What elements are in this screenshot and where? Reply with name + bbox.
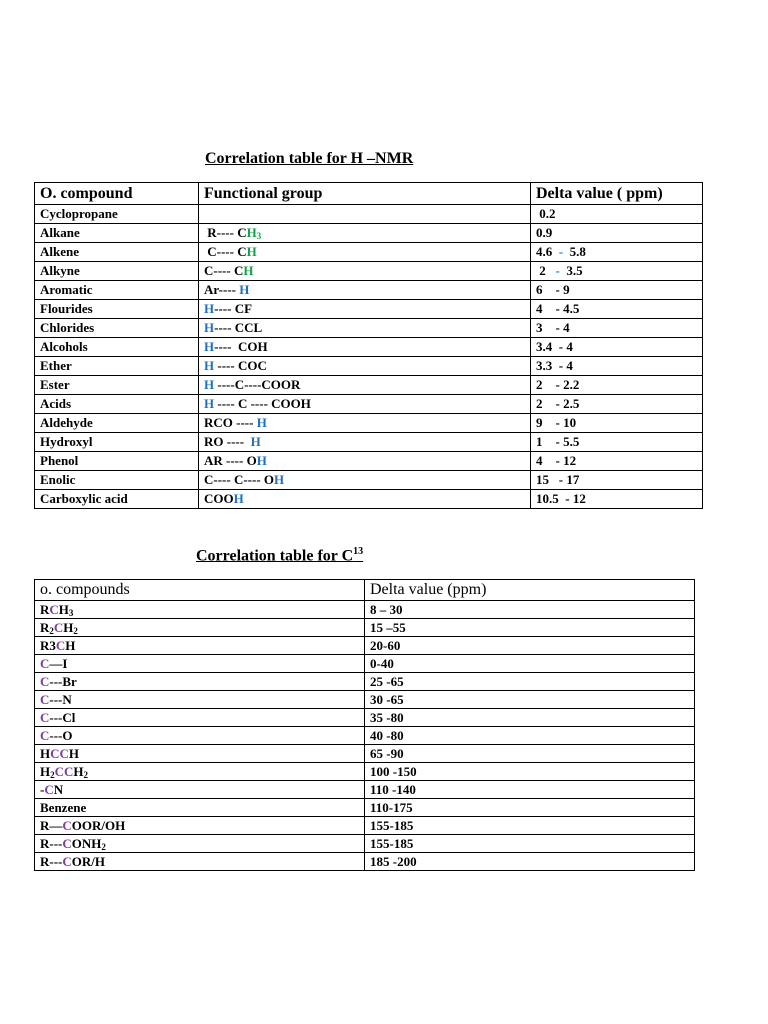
c13-compound-segment: C xyxy=(49,601,59,617)
c13-compound-segment: C xyxy=(62,817,72,833)
table-row xyxy=(35,452,703,471)
c13-compound-segment: C xyxy=(40,709,50,725)
c13-compound-segment: H xyxy=(63,619,74,635)
hnmr-compound-cell: Flourides xyxy=(35,300,199,319)
table-row xyxy=(35,243,703,262)
hnmr-compound-cell: Enolic xyxy=(35,471,199,490)
c13-compound-segment: N xyxy=(53,781,64,797)
c13-compound-segment: 3 xyxy=(68,607,74,618)
c13-compound-segment: 2 xyxy=(73,625,78,636)
table-row xyxy=(35,637,695,655)
c13-compound-cell xyxy=(35,637,365,655)
hnmr-group-cell xyxy=(199,414,531,433)
c13-delta-cell: 110-175 xyxy=(365,799,695,817)
c13-compound-cell xyxy=(35,763,365,781)
hnmr-group-cell xyxy=(199,376,531,395)
c13-delta-cell: 100 -150 xyxy=(365,763,695,781)
c13-compound-segment: H xyxy=(73,763,84,779)
hnmr-group-segment: H xyxy=(243,263,254,278)
table-row xyxy=(35,781,695,799)
hnmr-group-cell xyxy=(199,224,531,243)
hnmr-group-segment: H xyxy=(246,225,257,240)
c13-compound-segment: H xyxy=(58,601,69,617)
c13-delta-cell: 155-185 xyxy=(365,835,695,853)
table-row xyxy=(35,799,695,817)
c13-title-text: Correlation table for C xyxy=(196,547,354,565)
c13-compound-segment: ---Br xyxy=(49,673,77,689)
table-row xyxy=(35,763,695,781)
c13-compound-segment: C xyxy=(53,619,64,635)
c13-delta-cell: 0-40 xyxy=(365,655,695,673)
hnmr-delta-cell: 1 - 5.5 xyxy=(531,433,703,452)
hnmr-delta-cell: 0.9 xyxy=(531,224,703,243)
table-row xyxy=(35,471,703,490)
hnmr-group-cell xyxy=(199,395,531,414)
table-header-row xyxy=(35,183,703,205)
c13-compound-segment: H xyxy=(40,763,51,779)
table-row xyxy=(35,673,695,691)
c13-compound-segment: C xyxy=(62,835,72,851)
table-row xyxy=(35,619,695,637)
c13-delta-cell: 110 -140 xyxy=(365,781,695,799)
hnmr-delta-cell: 9 - 10 xyxy=(531,414,703,433)
hnmr-group-segment: COO xyxy=(204,491,234,506)
hnmr-group-segment: H xyxy=(233,491,244,506)
hnmr-compound-cell: Hydroxyl xyxy=(35,433,199,452)
hnmr-group-segment: Ar---- xyxy=(204,282,240,297)
c13-compound-segment: CC xyxy=(54,763,74,779)
hnmr-compound-cell: Alkane xyxy=(35,224,199,243)
table-row xyxy=(35,281,703,300)
table-row xyxy=(35,433,703,452)
c13-compound-segment: R--- xyxy=(40,853,63,869)
hnmr-compound-cell: Phenol xyxy=(35,452,199,471)
table-row xyxy=(35,224,703,243)
header-compounds: o. compounds xyxy=(35,580,365,601)
c13-compound-cell xyxy=(35,727,365,745)
hnmr-compound-cell: Carboxylic acid xyxy=(35,490,199,509)
hnmr-group-segment: RCO ---- xyxy=(204,415,257,430)
hnmr-group-segment: AR ---- O xyxy=(204,453,257,468)
c13-compound-segment: R xyxy=(40,601,50,617)
hnmr-compound-cell: Chlorides xyxy=(35,319,199,338)
hnmr-group-segment: C---- C xyxy=(204,263,244,278)
c13-compound-segment: H xyxy=(40,745,51,761)
hnmr-group-cell xyxy=(199,433,531,452)
table-row xyxy=(35,601,695,619)
table-row xyxy=(35,691,695,709)
c13-compound-cell xyxy=(35,817,365,835)
table-row xyxy=(35,395,703,414)
hnmr-delta-cell: 2 - 2.5 xyxy=(531,395,703,414)
hnmr-table-title: Correlation table for H –NMR xyxy=(205,150,414,167)
c13-compound-segment: H xyxy=(65,637,76,653)
hnmr-group-cell xyxy=(199,452,531,471)
hnmr-group-cell xyxy=(199,319,531,338)
hnmr-delta-segment: 4.6 xyxy=(536,244,559,259)
c13-compound-cell xyxy=(35,673,365,691)
hnmr-group-cell xyxy=(199,338,531,357)
hnmr-group-segment: H xyxy=(239,282,250,297)
hnmr-group-cell xyxy=(199,300,531,319)
hnmr-compound-cell: Alkyne xyxy=(35,262,199,281)
hnmr-group-cell xyxy=(199,490,531,509)
header-delta-value: Delta value (ppm) xyxy=(365,580,695,601)
hnmr-group-segment: 3 xyxy=(256,231,262,241)
table-row xyxy=(35,300,703,319)
hnmr-delta-cell xyxy=(531,243,703,262)
hnmr-compound-cell: Ether xyxy=(35,357,199,376)
table-row xyxy=(35,835,695,853)
table-row xyxy=(35,262,703,281)
c13-title-superscript: 13 xyxy=(353,546,364,557)
c13-compound-segment: C xyxy=(40,727,50,743)
c13-delta-cell: 40 -80 xyxy=(365,727,695,745)
hnmr-compound-cell: Alkene xyxy=(35,243,199,262)
c13-compound-segment: ---O xyxy=(49,727,73,743)
hnmr-delta-cell: 3.3 - 4 xyxy=(531,357,703,376)
c13-compound-cell xyxy=(35,835,365,853)
c13-compound-segment: 2 xyxy=(101,841,106,852)
hnmr-group-segment: C---- C---- O xyxy=(204,472,275,487)
hnmr-delta-cell: 3.4 - 4 xyxy=(531,338,703,357)
hnmr-group-cell xyxy=(199,281,531,300)
c13-delta-cell: 15 –55 xyxy=(365,619,695,637)
hnmr-group-segment: ---- CF xyxy=(214,301,253,316)
c13-compound-cell xyxy=(35,799,365,817)
hnmr-group-segment: RO ---- xyxy=(204,434,251,449)
c13-compound-segment: C xyxy=(44,781,54,797)
c13-compound-segment: ---Cl xyxy=(49,709,76,725)
c13-table-title xyxy=(196,546,363,565)
hnmr-group-segment: ---- COC xyxy=(214,358,267,373)
c13-delta-cell: 30 -65 xyxy=(365,691,695,709)
hnmr-delta-cell: 0.2 xyxy=(531,205,703,224)
table-row xyxy=(35,338,703,357)
c13-compound-cell xyxy=(35,745,365,763)
table-row xyxy=(35,817,695,835)
c13-delta-cell: 65 -90 xyxy=(365,745,695,763)
table-row xyxy=(35,414,703,433)
table-header-row xyxy=(35,580,695,601)
hnmr-delta-segment: 2 xyxy=(536,263,556,278)
c13-delta-cell: 35 -80 xyxy=(365,709,695,727)
table-row xyxy=(35,319,703,338)
hnmr-group-cell xyxy=(199,262,531,281)
c13-compound-cell xyxy=(35,709,365,727)
hnmr-delta-segment: 3.5 xyxy=(559,263,583,278)
c13-compound-segment: C xyxy=(40,655,50,671)
hnmr-delta-segment: - xyxy=(555,263,560,278)
c13-compound-segment: 2 xyxy=(50,769,55,780)
hnmr-group-segment: H xyxy=(256,415,267,430)
hnmr-delta-segment: - xyxy=(558,244,564,259)
header-compound: O. compound xyxy=(35,183,199,205)
hnmr-delta-cell: 4 - 4.5 xyxy=(531,300,703,319)
hnmr-group-cell xyxy=(199,243,531,262)
hnmr-delta-cell: 4 - 12 xyxy=(531,452,703,471)
hnmr-delta-segment: 5.8 xyxy=(563,244,586,259)
c13-compound-segment: 2 xyxy=(83,769,89,780)
c13-compound-segment: R— xyxy=(40,817,63,833)
hnmr-group-cell xyxy=(199,205,531,224)
hnmr-compound-cell: Acids xyxy=(35,395,199,414)
c13-compound-segment: R xyxy=(40,619,50,635)
table-row xyxy=(35,357,703,376)
c13-correlation-table xyxy=(34,579,695,871)
hnmr-group-segment: R---- C xyxy=(204,225,247,240)
hnmr-group-cell xyxy=(199,471,531,490)
c13-compound-segment: OOR/OH xyxy=(71,817,126,833)
c13-delta-cell: 8 – 30 xyxy=(365,601,695,619)
hnmr-group-segment: H xyxy=(204,358,215,373)
hnmr-group-cell xyxy=(199,357,531,376)
c13-compound-cell xyxy=(35,601,365,619)
hnmr-delta-cell: 6 - 9 xyxy=(531,281,703,300)
hnmr-compound-cell: Aromatic xyxy=(35,281,199,300)
hnmr-correlation-table xyxy=(34,182,703,509)
header-delta-value: Delta value ( ppm) xyxy=(531,183,703,205)
hnmr-group-segment: H xyxy=(204,396,215,411)
c13-compound-segment: CC xyxy=(50,745,69,761)
hnmr-group-segment: C---- C xyxy=(204,244,247,259)
hnmr-group-segment: H xyxy=(204,377,215,392)
hnmr-group-segment: ----C----COOR xyxy=(214,377,301,392)
c13-delta-cell: 185 -200 xyxy=(365,853,695,871)
hnmr-group-segment: ---- COH xyxy=(214,339,268,354)
table-row xyxy=(35,490,703,509)
c13-compound-segment: C xyxy=(40,691,50,707)
c13-compound-segment: C xyxy=(55,637,66,653)
hnmr-delta-cell: 15 - 17 xyxy=(531,471,703,490)
c13-compound-segment: C xyxy=(62,853,72,869)
c13-compound-segment: R3 xyxy=(40,637,56,653)
hnmr-compound-cell: Alcohols xyxy=(35,338,199,357)
table-row xyxy=(35,709,695,727)
hnmr-group-segment: H xyxy=(250,434,261,449)
c13-delta-cell: 155-185 xyxy=(365,817,695,835)
c13-compound-segment: - xyxy=(40,781,45,797)
hnmr-compound-cell: Aldehyde xyxy=(35,414,199,433)
hnmr-group-segment: H xyxy=(256,453,267,468)
c13-compound-segment: 2 xyxy=(49,625,54,636)
hnmr-compound-cell: Ester xyxy=(35,376,199,395)
hnmr-group-segment: H xyxy=(204,301,215,316)
c13-compound-segment: —I xyxy=(49,655,68,671)
c13-compound-segment: R--- xyxy=(40,835,63,851)
hnmr-group-segment: H xyxy=(204,339,215,354)
hnmr-group-segment: H xyxy=(274,472,285,487)
table-row xyxy=(35,727,695,745)
c13-compound-segment: H xyxy=(68,745,80,761)
c13-compound-cell xyxy=(35,619,365,637)
c13-delta-cell: 20-60 xyxy=(365,637,695,655)
c13-delta-cell: 25 -65 xyxy=(365,673,695,691)
hnmr-delta-cell: 3 - 4 xyxy=(531,319,703,338)
table-row xyxy=(35,745,695,763)
c13-compound-cell xyxy=(35,853,365,871)
header-functional-group: Functional group xyxy=(199,183,531,205)
c13-compound-segment: ---N xyxy=(49,691,72,707)
c13-compound-cell xyxy=(35,691,365,709)
hnmr-group-segment: H xyxy=(204,320,215,335)
c13-compound-segment: ONH xyxy=(71,835,102,851)
hnmr-group-segment: ---- C ---- COOH xyxy=(214,396,311,411)
hnmr-delta-cell: 2 - 2.2 xyxy=(531,376,703,395)
hnmr-group-segment: ---- CCL xyxy=(214,320,263,335)
c13-compound-segment: Benzene xyxy=(40,799,87,815)
hnmr-delta-cell xyxy=(531,262,703,281)
c13-compound-segment: OR/H xyxy=(71,853,106,869)
c13-compound-segment: C xyxy=(40,673,50,689)
table-row xyxy=(35,853,695,871)
c13-compound-cell xyxy=(35,655,365,673)
table-row xyxy=(35,655,695,673)
hnmr-delta-cell: 10.5 - 12 xyxy=(531,490,703,509)
table-row xyxy=(35,205,703,224)
hnmr-compound-cell: Cyclopropane xyxy=(35,205,199,224)
c13-compound-cell xyxy=(35,781,365,799)
hnmr-group-segment: H xyxy=(246,244,257,259)
table-row xyxy=(35,376,703,395)
